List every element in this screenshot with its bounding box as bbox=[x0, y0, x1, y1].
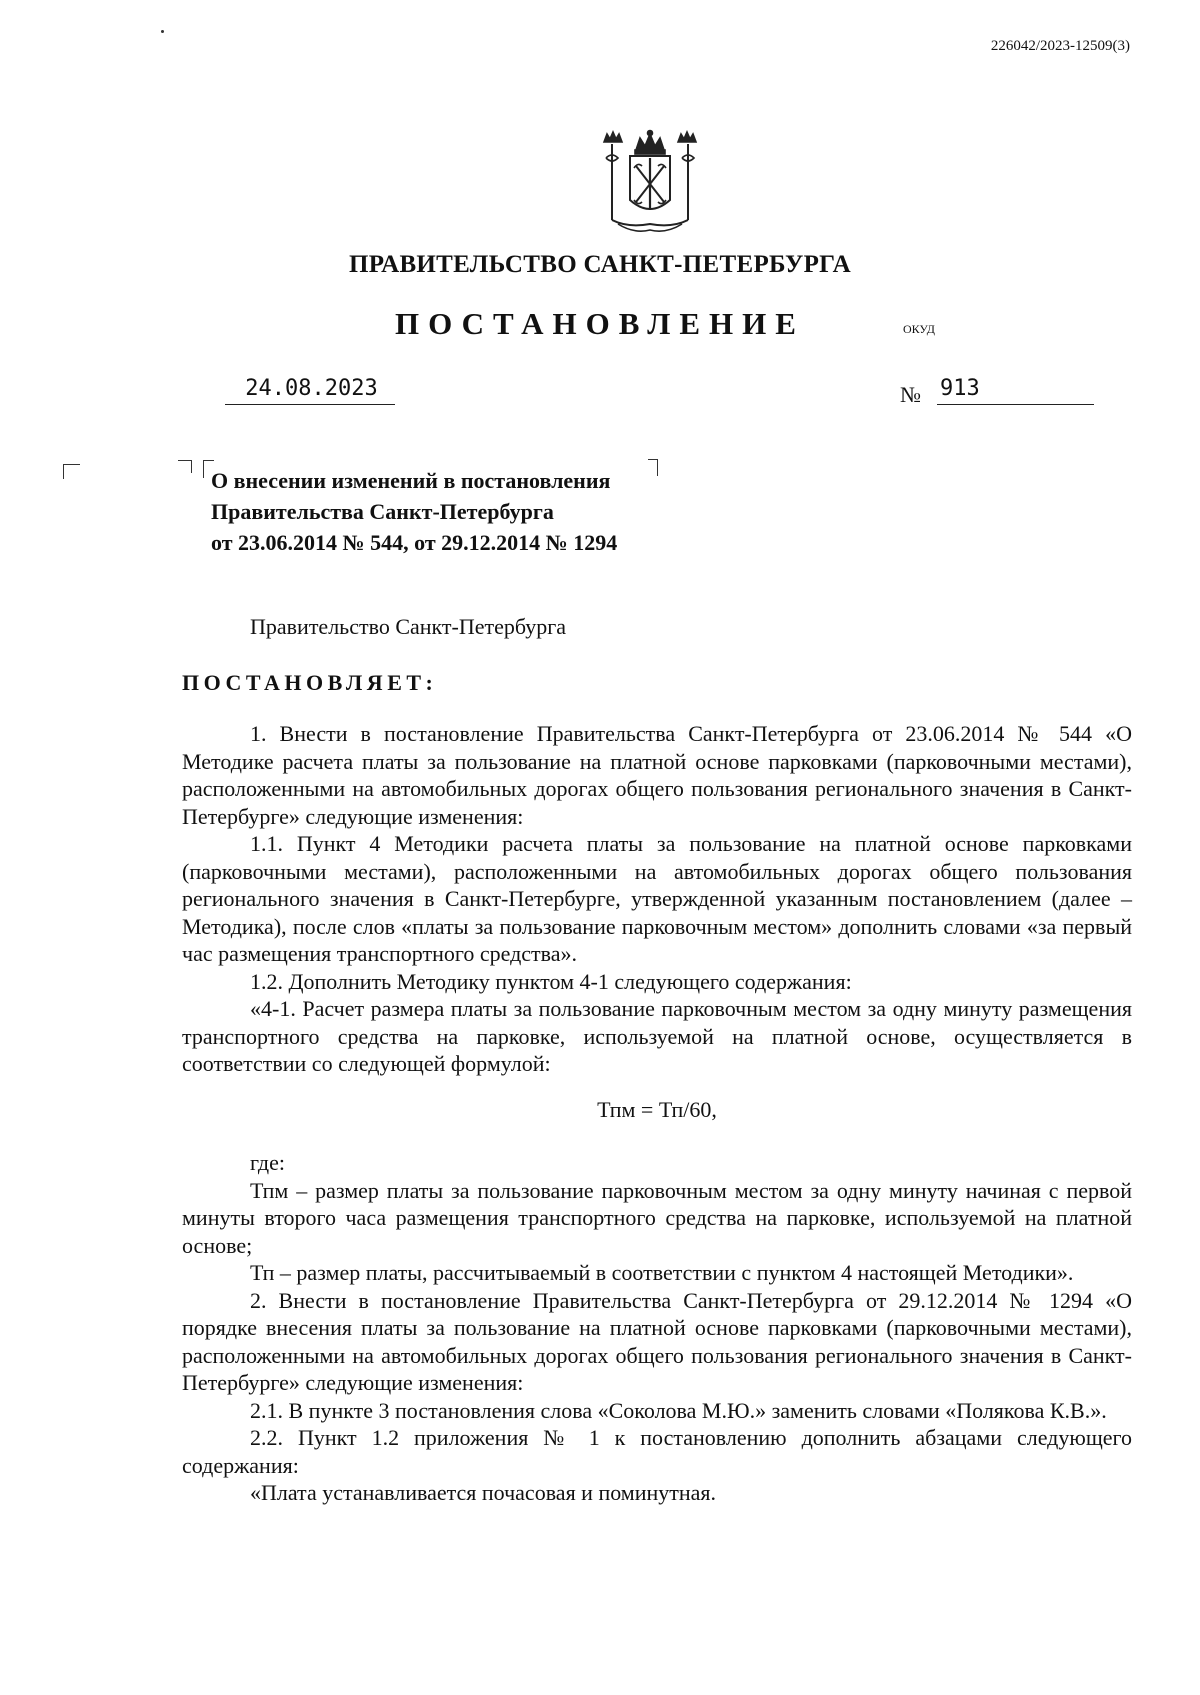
subject-line: О внесении изменений в постановления bbox=[211, 468, 611, 493]
organization-title: ПРАВИТЕЛЬСТВО САНКТ-ПЕТЕРБУРГА bbox=[348, 251, 852, 278]
margin-corner-mark bbox=[63, 464, 80, 479]
subject-corner-mark bbox=[178, 460, 192, 473]
scan-artifact-dot bbox=[161, 30, 164, 33]
decree-subject bbox=[211, 465, 617, 558]
paragraph-4-1: «4-1. Расчет размера платы за пользование парковочным местом за одну минуту размещения транспортного средства на парковке, используемой на платной основе, осуществляется в соответствии со следующей формулой: bbox=[182, 996, 1132, 1076]
date-underline bbox=[225, 404, 395, 405]
okud-label: ОКУД bbox=[903, 322, 935, 336]
decree-number: 913 bbox=[940, 376, 980, 401]
formula: Тпм = Тп/60, bbox=[597, 1096, 717, 1122]
paragraph-2-1: 2.1. В пункте 3 постановления слова «Соколова М.Ю.» заменить словами «Полякова К.В.». bbox=[250, 1397, 1107, 1423]
paragraph-2-2: 2.2. Пункт 1.2 приложения № 1 к постановлению дополнить абзацами следующего содержания: bbox=[182, 1425, 1132, 1478]
number-sign: № bbox=[900, 382, 921, 407]
decree-body bbox=[182, 720, 1132, 1507]
number-underline bbox=[937, 404, 1094, 405]
subject-line: Правительства Санкт-Петербурга bbox=[211, 499, 554, 524]
paragraph-quote: «Плата устанавливается почасовая и поминутная. bbox=[250, 1480, 717, 1505]
subject-line: от 23.06.2014 № 544, от 29.12.2014 № 1294 bbox=[211, 530, 618, 555]
paragraph-1-1: 1.1. Пункт 4 Методики расчета платы за пользование на платной основе парковками (парковочными местами), расположенными на автомобильных дорогах общего пользования регионального значения в Санкт-Петербурге, утвержденной указанным постановлением (далее – Методика), после слов «платы за пользование парковочным местом» дополнить словами «за первый час размещения транспортного средства». bbox=[182, 831, 1132, 966]
resolves-heading: ПОСТАНОВЛЯЕТ: bbox=[182, 670, 438, 695]
where-label: где: bbox=[250, 1150, 285, 1175]
paragraph-1: 1. Внести в постановление Правительства Санкт-Петербурга от 23.06.2014 № 544 «О Методике расчета платы за пользование на платной основе парковками (парковочными местами), расположенными на автомобильных дорогах общего пользования регионального значения в Санкт-Петербурге» следующие изменения: bbox=[182, 721, 1132, 829]
definition-tpm: Тпм – размер платы за пользование парковочным местом за одну минуту начиная с первой минуты второго часа размещения транспортного средства на парковке, используемой на платной основе; bbox=[182, 1177, 1132, 1258]
coat-of-arms-icon bbox=[598, 128, 702, 236]
document-type-heading: ПОСТАНОВЛЕНИЕ bbox=[395, 306, 805, 341]
decree-date: 24.08.2023 bbox=[245, 376, 378, 401]
paragraph-1-2: 1.2. Дополнить Методику пунктом 4-1 следующего содержания: bbox=[250, 968, 852, 994]
definition-tp: Тп – размер платы, рассчитываемый в соответствии с пунктом 4 настоящей Методики». bbox=[250, 1260, 1074, 1285]
paragraph-2: 2. Внести в постановление Правительства Санкт-Петербурга от 29.12.2014 № 1294 «О порядке внесения платы за пользование на платной основе парковками (парковочными местами), расположенными на автомобильных дорогах общего пользования регионального значения в Санкт-Петербурге» следующие изменения: bbox=[182, 1287, 1132, 1395]
subject-corner-mark bbox=[648, 459, 658, 476]
issuing-body-intro: Правительство Санкт-Петербурга bbox=[250, 614, 567, 639]
document-registration-number: 226042/2023-12509(3) bbox=[990, 38, 1130, 54]
